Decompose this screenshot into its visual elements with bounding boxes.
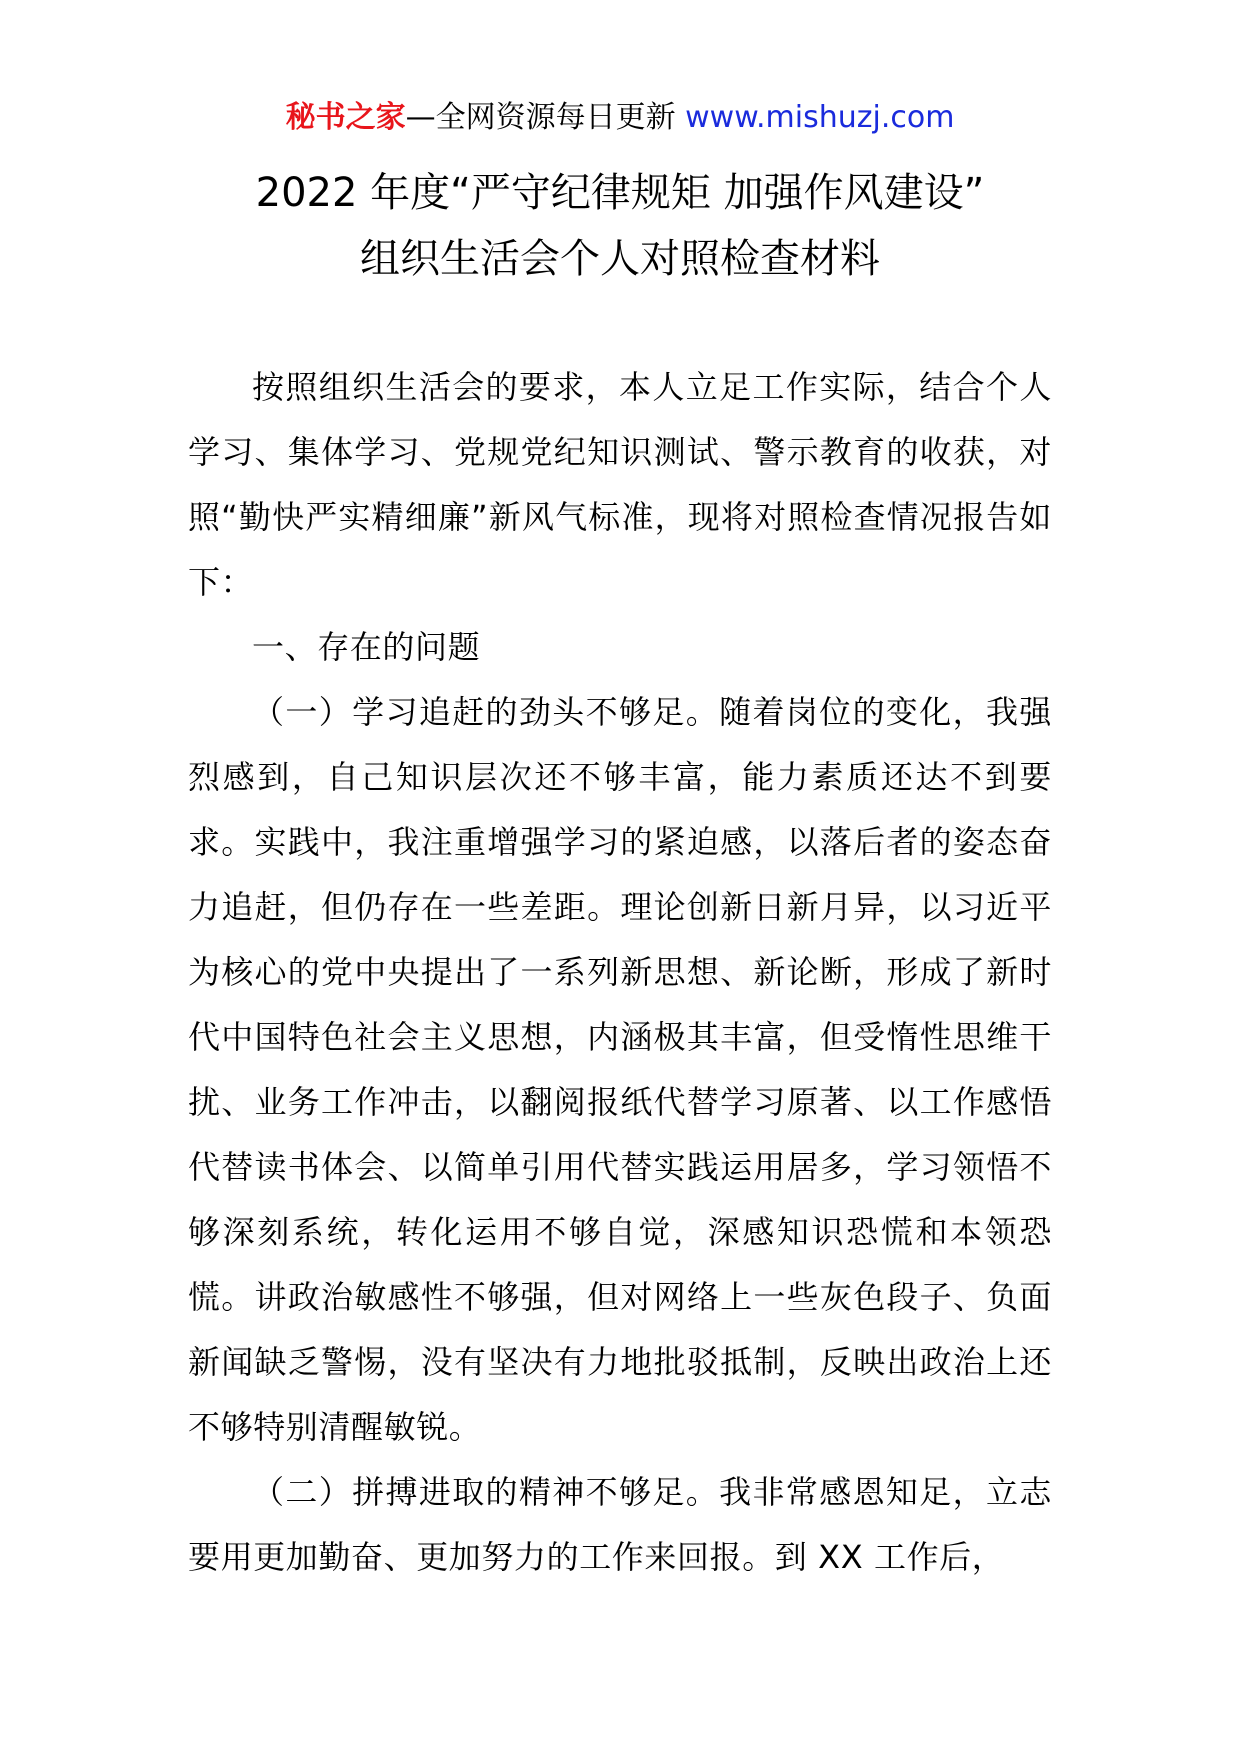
section-heading-problems: 一、存在的问题 xyxy=(252,628,481,666)
watermark-header xyxy=(0,98,1240,138)
intro-paragraph: 按照组织生活会的要求，本人立足工作实际，结合个人学习、集体学习、党规党纪知识测试、警示教育的收获，对照“勤快严实精细廉”新风气标准，现将对照检查情况报告如下： xyxy=(188,368,1052,601)
title-line-2: 组织生活会个人对照检查材料 xyxy=(360,236,880,282)
brand-name: 秘书之家 xyxy=(285,100,406,135)
problem-item-1: （一）学习追赶的劲头不够足。随着岗位的变化，我强烈感到，自己知识层次还不够丰富，能力素质还达不到要求。实践中，我注重增强学习的紧迫感，以落后者的姿态奋力追赶，但仍存在一些差距。理论创新日新月异，以习近平为核心的党中央提出了一系列新思想、新论断，形成了新时代中国特色社会主义思想，内涵极其丰富，但受惰性思维干扰、业务工作冲击，以翻阅报纸代替学习原著、以工作感悟代替读书体会、以简单引用代替实践运用居多，学习领悟不够深刻系统，转化运用不够自觉，深感知识恐慌和本领恐慌。讲政治敏感性不够强，但对网络上一些灰色段子、负面新闻缺乏警惕，没有坚决有力地批驳抵制，反映出政治上还不够特别清醒敏锐。 xyxy=(188,693,1052,1446)
header-tagline: —全网资源每日更新 xyxy=(405,100,686,135)
document-title xyxy=(0,160,1240,292)
problem-item-2: （二）拼搏进取的精神不够足。我非常感恩知足，立志要用更加勤奋、更加努力的工作来回报。到 XX 工作后， xyxy=(188,1473,1052,1576)
document-body xyxy=(188,355,1052,1590)
title-line-1: 2022 年度“严守纪律规矩 加强作风建设” xyxy=(255,170,985,216)
site-url-link[interactable]: www.mishuzj.com xyxy=(685,100,955,135)
